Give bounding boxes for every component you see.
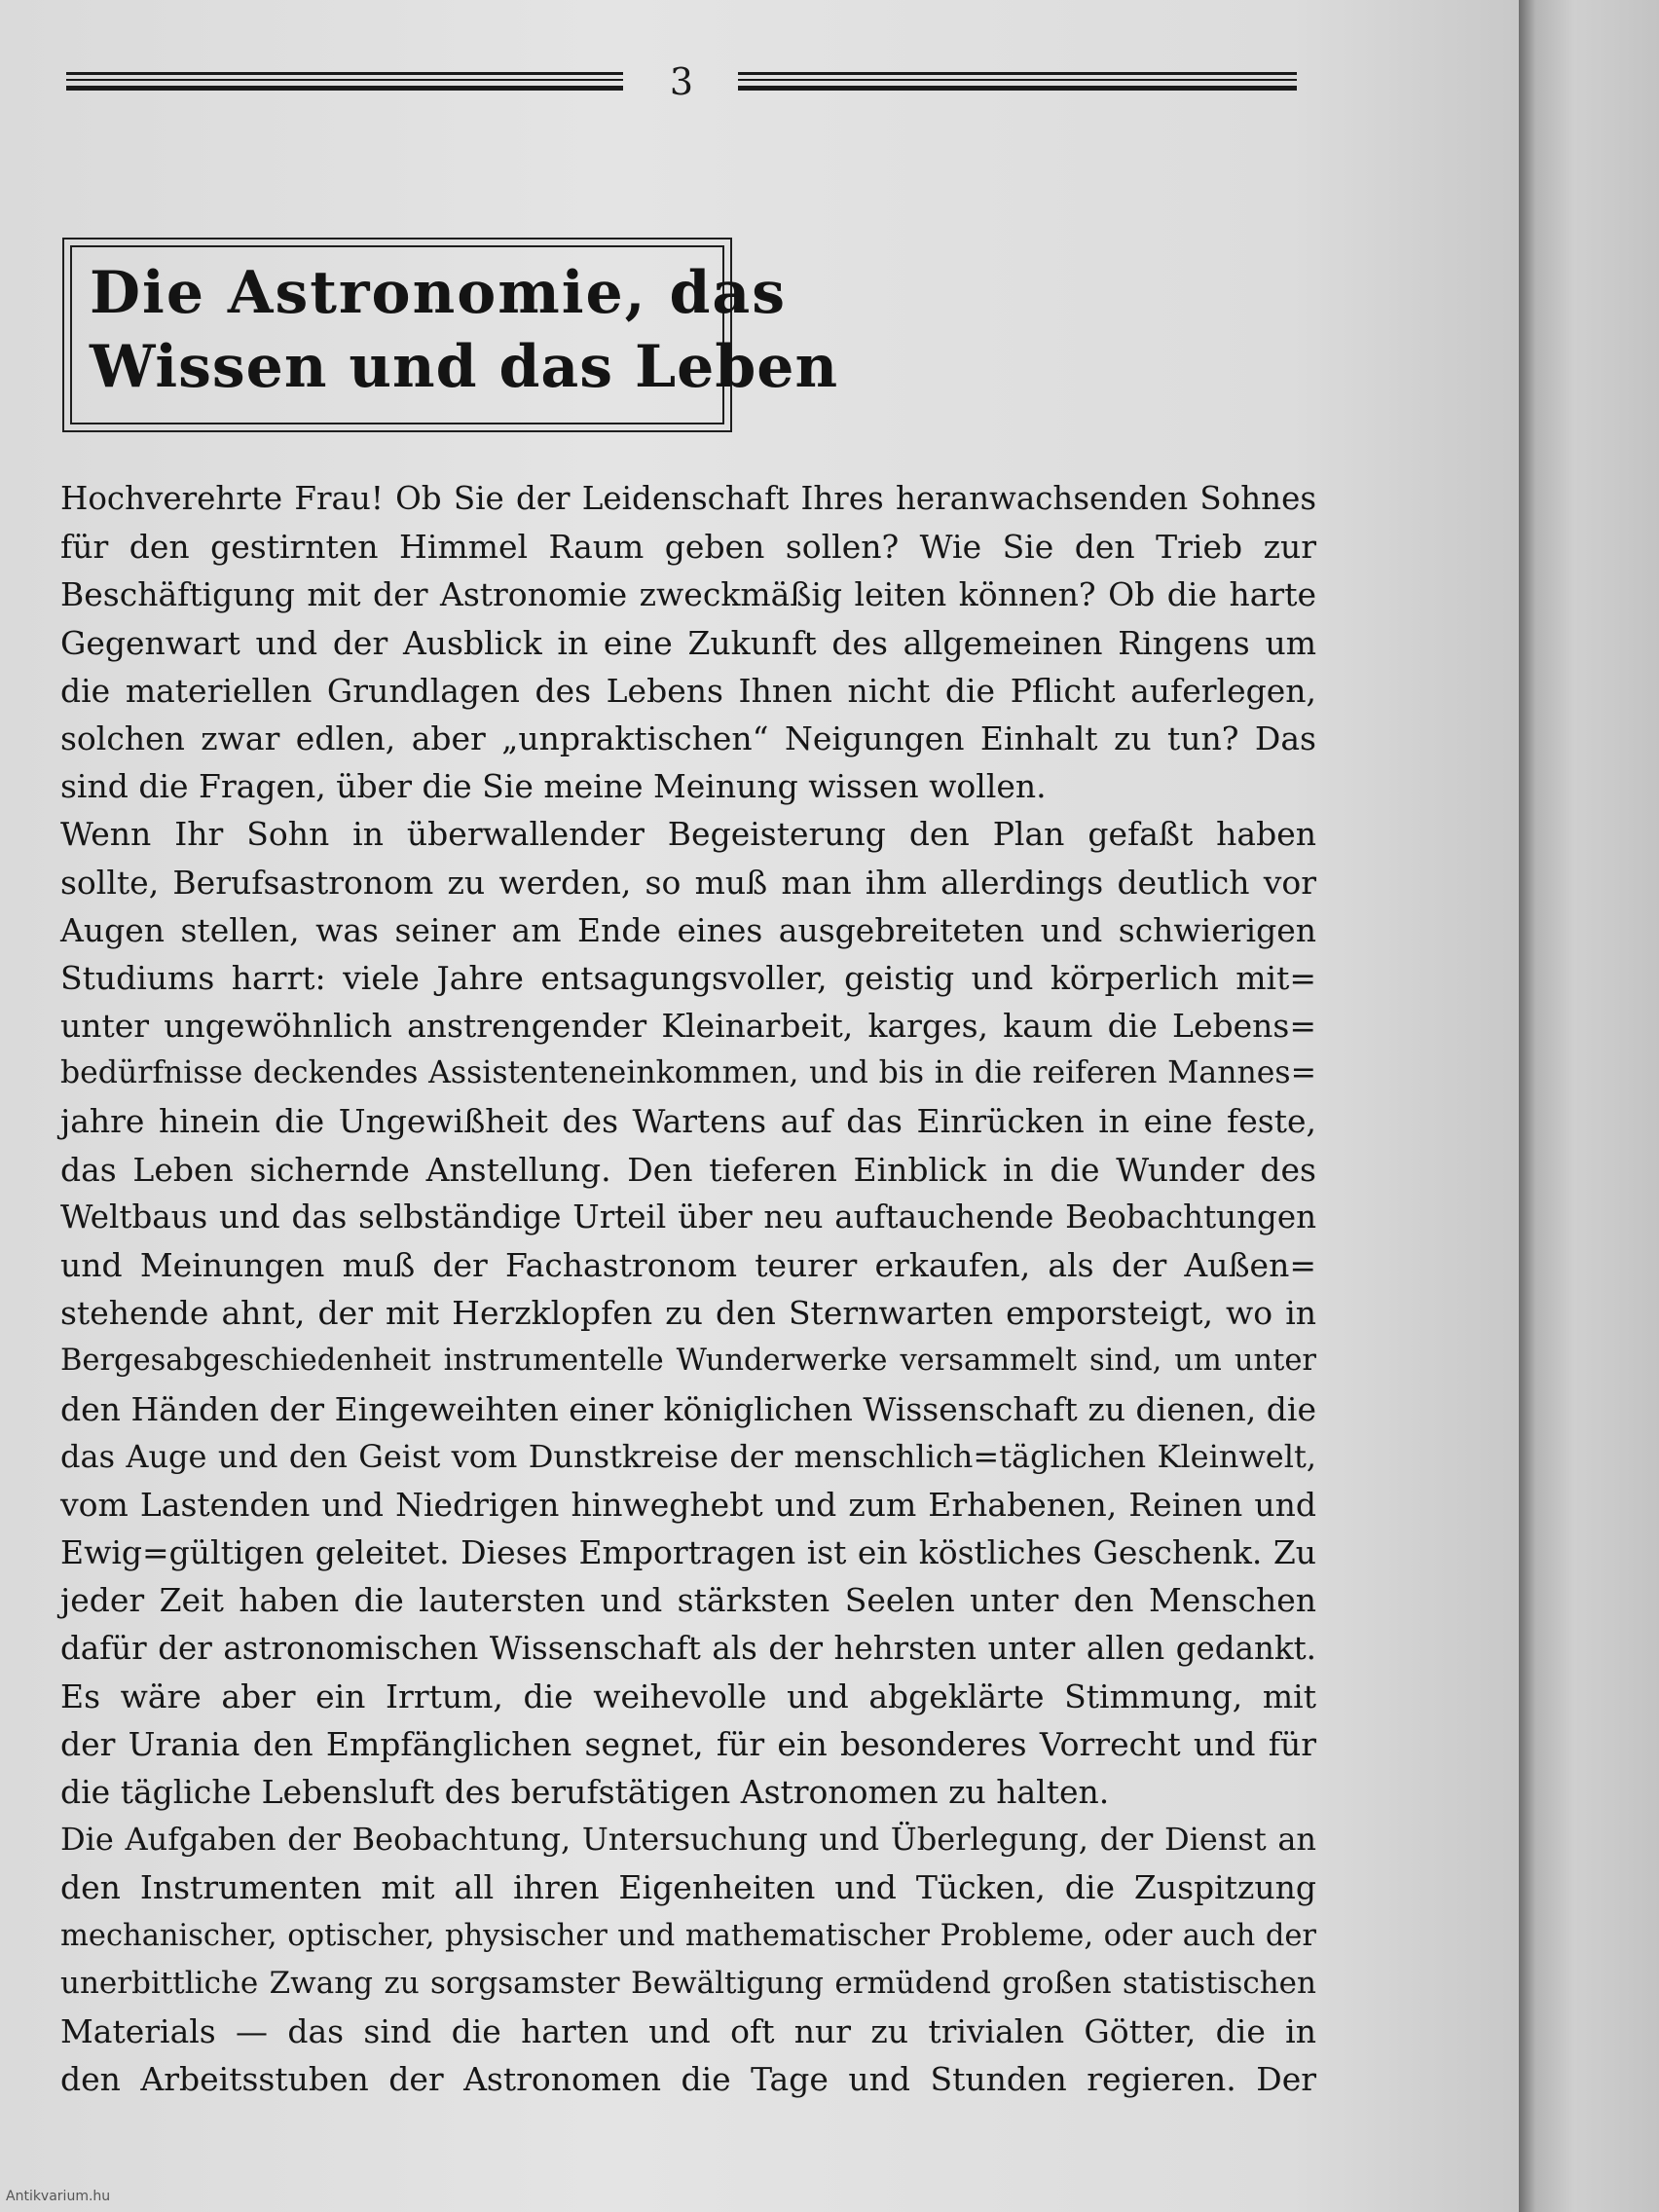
chapter-title-line-2: Wissen und das Leben <box>90 333 839 401</box>
text-line: den Händen der Eingeweihten einer königlichen Wissenschaft zu dienen, die <box>60 1389 1316 1428</box>
chapter-title-line-1: Die Astronomie, das <box>90 259 788 327</box>
text-line: Hochverehrte Frau! Ob Sie der Leidenschaft Ihres heranwachsenden Sohnes <box>60 480 1316 517</box>
text-line: den Instrumenten mit all ihren Eigenheiten und Tücken, die Zuspitzung <box>60 1868 1316 1907</box>
text-line: jahre hinein die Ungewißheit des Wartens auf das Einrücken in eine feste, <box>60 1102 1316 1141</box>
text-line: Weltbaus und das selbständige Urteil über neu auftauchende Beobachtungen <box>60 1198 1316 1235</box>
text-line: solchen zwar edlen, aber „unpraktischen“ Neigungen Einhalt zu tun? Das <box>60 719 1316 757</box>
text-line: stehende ahnt, der mit Herzklopfen zu den Sternwarten emporsteigt, wo in <box>60 1294 1316 1333</box>
watermark-text: Antikvarium.hu <box>6 2189 111 2204</box>
text-line: sind die Fragen, über die Sie meine Meinung wissen wollen. <box>60 767 1047 806</box>
text-line: Beschäftigung mit der Astronomie zweckmäßig leiten können? Ob die harte <box>60 575 1316 614</box>
text-line: Gegenwart und der Ausblick in eine Zukunft des allgemeinen Ringens um <box>60 623 1316 662</box>
chapter-title-box <box>62 238 839 432</box>
text-line: Studiums harrt: viele Jahre entsagungsvoller, geistig und körperlich mit= <box>60 958 1316 997</box>
text-line: sollte, Berufsastronom zu werden, so muß man ihm allerdings deutlich vor <box>60 863 1316 902</box>
text-line: den Arbeitsstuben der Astronomen die Tage und Stunden regieren. Der <box>60 2060 1316 2099</box>
text-line: Die Aufgaben der Beobachtung, Untersuchung und Überlegung, der Dienst an <box>60 1821 1316 1859</box>
text-line: und Meinungen muß der Fachastronom teurer erkaufen, als der Außen= <box>60 1246 1316 1284</box>
text-line: Augen stellen, was seiner am Ende eines ausgebreiteten und schwierigen <box>60 910 1316 949</box>
text-line: Materials — das sind die harten und oft nur zu trivialen Götter, die in <box>60 2012 1316 2050</box>
text-line: Ewig=gültigen geleitet. Dieses Emportragen ist ein köstliches Geschenk. Zu <box>60 1533 1316 1572</box>
body-text <box>60 475 1316 2103</box>
text-line: das Auge und den Geist vom Dunstkreise der menschlich=täglichen Kleinwelt, <box>60 1437 1316 1475</box>
text-line: die tägliche Lebensluft des berufstätigen Astronomen zu halten. <box>60 1773 1110 1812</box>
text-line: das Leben sichernde Anstellung. Den tieferen Einblick in die Wunder des <box>60 1150 1316 1189</box>
text-line: vom Lastenden und Niedrigen hinweghebt und zum Erhabenen, Reinen und <box>60 1485 1316 1524</box>
text-line: Bergesabgeschiedenheit instrumentelle Wunderwerke versammelt sind, um unter <box>60 1344 1316 1379</box>
text-line: die materiellen Grundlagen des Lebens Ihnen nicht die Pflicht auferlegen, <box>60 671 1316 710</box>
text-line: unerbittliche Zwang zu sorgsamster Bewältigung ermüdend großen statistischen <box>60 1965 1316 2001</box>
text-line: Es wäre aber ein Irrtum, die weihevolle und abgeklärte Stimmung, mit <box>60 1677 1316 1715</box>
book-spine <box>1519 0 1659 2212</box>
text-line: für den gestirnten Himmel Raum geben sollen? Wie Sie den Trieb zur <box>60 528 1316 567</box>
text-line: dafür der astronomischen Wissenschaft als der hehrsten unter allen gedankt. <box>60 1629 1316 1667</box>
header-rule-right <box>738 72 1297 97</box>
text-line: jeder Zeit haben die lautersten und stärksten Seelen unter den Menschen <box>60 1581 1316 1620</box>
text-line: mechanischer, optischer, physischer und mathematischer Probleme, oder auch der <box>60 1918 1316 1953</box>
text-line: Wenn Ihr Sohn in überwallender Begeisterung den Plan gefaßt haben <box>60 815 1316 854</box>
header-rule-left <box>66 72 623 97</box>
page-number: 3 <box>669 60 694 103</box>
text-line: bedürfnisse deckendes Assistenteneinkommen, und bis in die reiferen Mannes= <box>60 1055 1316 1091</box>
text-line: der Urania den Empfänglichen segnet, für ein besonderes Vorrecht und für <box>60 1724 1316 1763</box>
text-line: unter ungewöhnlich anstrengender Kleinarbeit, karges, kaum die Lebens= <box>60 1007 1316 1046</box>
